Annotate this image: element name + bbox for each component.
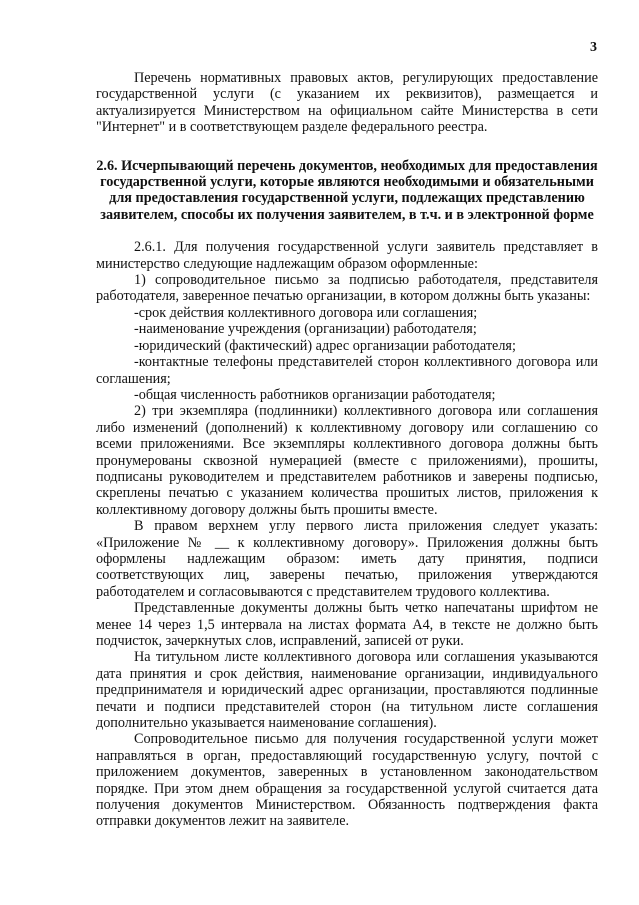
list-item-term: -срок действия коллективного договора или соглашения; [134,304,478,321]
intro-paragraph: Перечень нормативных правовых актов, регулирующих предоставление государственной услуги (с указанием их реквизитов), размещается и актуализируется Министерством на официальном сайте Министерства в сети "Интернет" и в соответствующем разделе федерального реестра. [96,70,598,136]
paragraph-cover-letter: Сопроводительное письмо для получения государственной услуги может направляться в орган, предоставляющий государственную услугу, почтой с приложением документов, заверенных в установленном законодательством порядке. При этом днем обращения за государственной услугой считается дата получения документов Министерством. Обязанность подтверждения факта отправки документов лежит на заявителе. [96,731,598,830]
section-title: 2.6. Исчерпывающий перечень документов, необходимых для предоставления государственной услуги, которые являются необходимыми и обязательными для предоставления государственной услуги, подлежащих представлению заявителем, способы их получения заявителем, в т.ч. и в электронной форме [96,157,598,223]
paragraph-item-2: 2) три экземпляра (подлинники) коллективного договора или соглашения либо изменений (дополнений) к коллективному договору или соглашению со всеми приложениями. Все экземпляры коллективного договора должны быть пронумерованы сквозной нумерацией (вместе с приложениями), прошиты, подписаны руководителем и представителем работников и заверены подписью, скреплены печатью с указанием количества прошитых листов, приложения к коллективному договору должны быть прошиты вместе. [96,403,598,518]
list-item-name: -наименование учреждения (организации) работодателя; [134,321,477,338]
paragraph-title-page: На титульном листе коллективного договора или соглашения указываются дата принятия и срок действия, наименование организации, индивидуального предпринимателя и юридический адрес организации, проставляются подлинные печати и подписи представителей сторон (на титульном листе соглашения дополнительно указывается наименование соглашения). [96,649,598,732]
paragraph-appendix: В правом верхнем углу первого листа приложения следует указать: «Приложение № __ к коллективному договору». Приложения должны быть оформлены надлежащим образом: иметь дату принятия, подписи соответствующих лиц, заверены печатью, приложения утверждаются работодателем и согласовываются с представителем трудового коллектива. [96,518,598,600]
list-item-address: -юридический (фактический) адрес организации работодателя; [134,337,516,354]
paragraph-formatting: Представленные документы должны быть четко напечатаны шрифтом не менее 14 через 1,5 интервала на листах формата А4, в тексте не должно быть подчисток, зачеркнутых слов, исправлений, записей от руки. [96,600,598,649]
paragraph-2-6-1: 2.6.1. Для получения государственной услуги заявитель представляет в министерство следующие надлежащим образом оформленные: [96,239,598,272]
list-item-headcount: -общая численность работников организации работодателя; [134,386,496,403]
paragraph-item-1: 1) сопроводительное письмо за подписью работодателя, представителя работодателя, заверенное печатью организации, в котором должны быть указаны: [96,272,598,305]
page-number: 3 [590,40,597,55]
list-item-phones: -контактные телефоны представителей сторон коллективного договора или соглашения; [96,354,598,387]
document-body [96,70,598,830]
